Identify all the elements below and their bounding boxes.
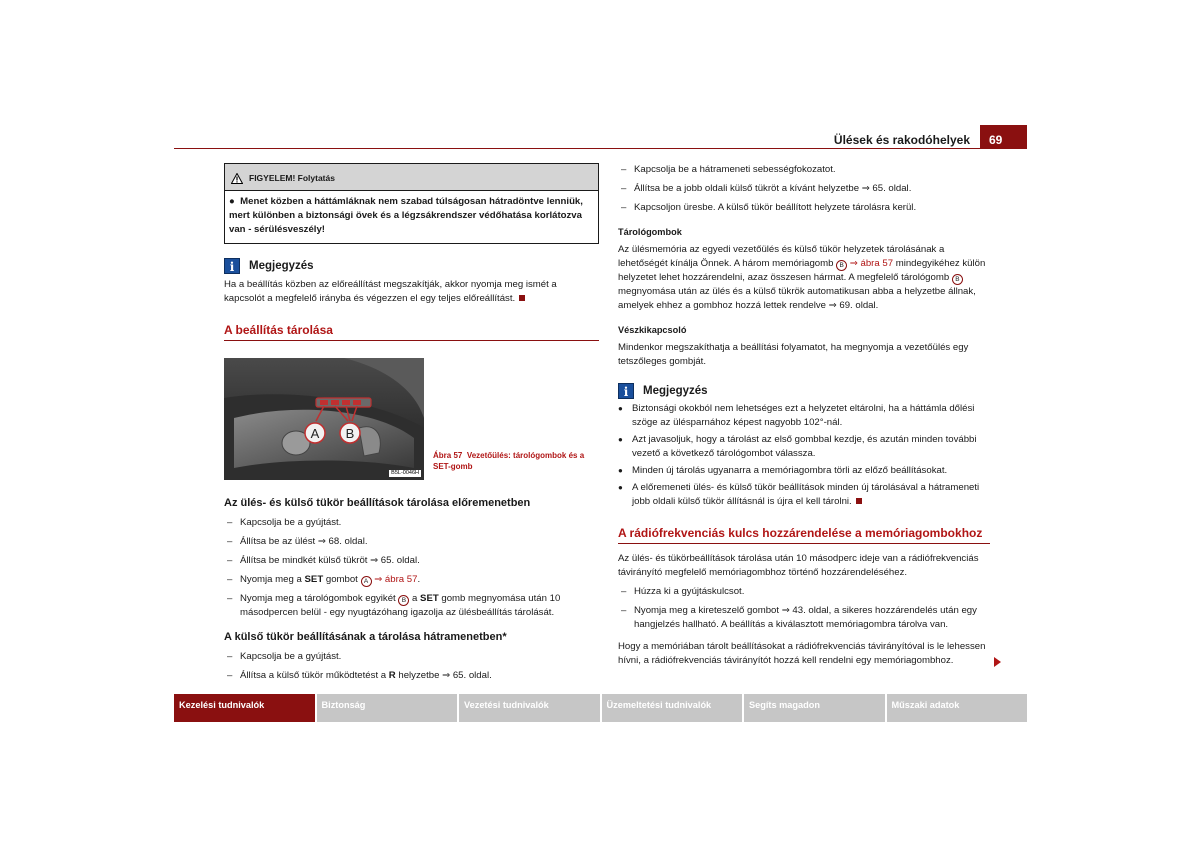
step-item: – Állítsa be az ülést ⇒ 68. oldal.: [224, 535, 599, 549]
end-of-section-square-icon: [856, 498, 862, 504]
circled-label: B: [398, 595, 409, 606]
chapter-title: Ülések és rakodóhelyek: [833, 133, 970, 147]
step-item: – Kapcsolja be a gyújtást.: [224, 516, 599, 530]
note-text: Ha a beállítás közben az előreállítást megszakítják, akkor nyomja meg ismét a kapcsolót a megfelelő irányba és végezzen el egy teljes előreállítást.: [224, 279, 557, 304]
step-item: – Nyomja meg a SET gombot A ⇒ ábra 57.: [224, 573, 599, 587]
note-title: Megjegyzés: [249, 260, 314, 272]
circled-label: B: [836, 260, 847, 271]
figure-caption: [433, 450, 598, 472]
radio-key-steps: [618, 585, 990, 632]
end-of-section-square-icon: [519, 295, 525, 301]
info-icon: i: [618, 383, 634, 399]
nav-tab-safety[interactable]: Biztonság: [317, 694, 458, 722]
note-heading: [224, 258, 599, 274]
note-bullets: [618, 402, 990, 509]
warning-text-block: [225, 191, 598, 243]
bullet-item: ● Azt javasoljuk, hogy a tárolást az első gombbal kezdje, és azután minden további vezető a következő tárológombot válassza.: [618, 433, 990, 461]
warning-header: [225, 164, 598, 191]
section-title-radio-key: A rádiófrekvenciás kulcs hozzárendelése a memóriagombokhoz: [618, 526, 990, 544]
nav-tab-self-help[interactable]: Segíts magadon: [744, 694, 885, 722]
step-item: – Kapcsolja be a hátrameneti sebességfokozatot.: [618, 163, 990, 177]
header-rule: [174, 148, 1027, 149]
section-title-storage: A beállítás tárolása: [224, 323, 599, 341]
figure-block: [224, 358, 599, 480]
emergency-stop-text: Mindenkor megszakíthatja a beállítási folyamatot, ha megnyomja a vezetőülés egy tetszőleges gombját.: [618, 342, 969, 367]
steps-reverse: [224, 650, 599, 683]
step-item: – Állítsa be mindkét külső tükröt ⇒ 65. oldal.: [224, 554, 599, 568]
figure-reference-link[interactable]: ⇒ ábra 57: [371, 574, 418, 585]
subheading-emergency-stop: Vészkikapcsoló: [618, 325, 687, 335]
note-text-block: [224, 278, 599, 306]
circled-label: A: [361, 576, 372, 587]
nav-tab-operation-info[interactable]: Üzemeltetési tudnivalók: [602, 694, 743, 722]
bullet-icon: ●: [229, 196, 241, 207]
nav-tab-driving-info[interactable]: Vezetési tudnivalók: [459, 694, 600, 722]
figure-caption-label: Ábra 57: [433, 451, 463, 460]
warning-text: Menet közben a háttámláknak nem szabad túlságosan hátradöntve lenniük, mert különben a biztonsági övek és a légzsákrendszer védőhatása korlátozva van - sérülésveszély!: [229, 196, 583, 235]
radio-key-outro: Hogy a memóriában tárolt beállításokat a rádiófrekvenciás távirányítóval is le lehessen hívni, a rádiófrekvenciás távirányítót hozzá kell rendelni egy memóriagombhoz.: [618, 641, 986, 666]
subheading-forward-storage: Az ülés- és külső tükör beállítások tárolása előremenetben: [224, 497, 531, 509]
memory-buttons-text: Az ülésmemória az egyedi vezetőülés és külső tükör helyzetek tárolásának a lehetőségét kínálja Önnek. A három memóriagomb B ⇒ ábra 57 mindegyikéhez külön helyzetet lehet hozzárendelni, azaz összesen hármat. A megfelelő tárológomb B megnyomása után az ülés és a külső tükrök automatikusan abba a helyzetbe állnak, amelyek ehhez a gombhoz hozzá lettek rendelve ⇒ 69. oldal.: [618, 244, 986, 311]
figure-caption-text: Vezetőülés: tárológombok és a SET-gomb: [433, 451, 585, 471]
subheading-memory-buttons: Tárológombok: [618, 227, 682, 237]
nav-tab-operating-info[interactable]: Kezelési tudnivalók: [174, 694, 315, 722]
bullet-item: ● Biztonsági okokból nem lehetséges ezt a helyzetet eltárolni, ha a háttámla dőlési szöge az ülésparnához képest nagyobb 102°-nál.: [618, 402, 990, 430]
bullet-item: ● A előremeneti ülés- és külső tükör beállítások minden új tárolásával a hátrameneti jobb oldali külső tükör állításnál is újra el kell tárolni.: [618, 481, 990, 509]
seat-controls-image: [224, 358, 424, 480]
next-page-arrow-icon[interactable]: [994, 657, 1001, 667]
step-item: – Állítsa be a jobb oldali külső tükröt a kívánt helyzetbe ⇒ 65. oldal.: [618, 182, 990, 196]
subheading-reverse-storage: A külső tükör beállításának a tárolása hátramenetben*: [224, 631, 507, 643]
warning-title: FIGYELEM! Folytatás: [249, 173, 335, 183]
bottom-navigation: [174, 694, 1027, 722]
radio-key-intro: Az ülés- és tükörbeállítások tárolása után 10 másodperc ideje van a rádiófrekvenciás távirányító megfelelő memóriagombhoz történő hozzárendeléséhez.: [618, 553, 979, 578]
page-number: 69: [980, 125, 1027, 149]
step-item: – Kapcsoljon üresbe. A külső tükör beállított helyzete tárolásra kerül.: [618, 201, 990, 215]
figure-reference-link[interactable]: ⇒ ábra 57: [847, 258, 894, 269]
circled-label: B: [952, 274, 963, 285]
step-item: – Nyomja meg a kireteszelő gombot ⇒ 43. oldal, a sikeres hozzárendelés után egy hangjelzés hallható. A beállítás a kiválasztott memóriagombra tárolva van.: [618, 604, 990, 632]
figure-label-a: A: [310, 426, 320, 441]
step-item: – Húzza ki a gyújtáskulcsot.: [618, 585, 990, 599]
right-column: [618, 163, 990, 668]
warning-triangle-icon: [231, 173, 243, 184]
step-item: – Állítsa a külső tükör működtetést a R helyzetbe ⇒ 65. oldal.: [224, 669, 599, 683]
note-heading: [618, 383, 990, 399]
nav-tab-technical-data[interactable]: Műszaki adatok: [887, 694, 1028, 722]
warning-box: [224, 163, 599, 244]
steps-reverse-continued: [618, 163, 990, 215]
steps-forward: [224, 516, 599, 620]
bullet-item: ● Minden új tárolás ugyanarra a memóriagombra törli az előző beállításokat.: [618, 464, 990, 478]
seat-illustration: [224, 358, 424, 480]
step-item: – Nyomja meg a tárológombok egyikét B a SET gomb megnyomása után 10 másodpercen belül - egy nyugtázóhang igazolja az ülésbeállítás tárolását.: [224, 592, 599, 620]
left-column: [224, 163, 599, 683]
figure-label-b: B: [345, 426, 355, 441]
info-icon: i: [224, 258, 240, 274]
figure-code: B5L-0046H: [391, 470, 419, 476]
step-item: – Kapcsolja be a gyújtást.: [224, 650, 599, 664]
note-title: Megjegyzés: [643, 385, 708, 397]
